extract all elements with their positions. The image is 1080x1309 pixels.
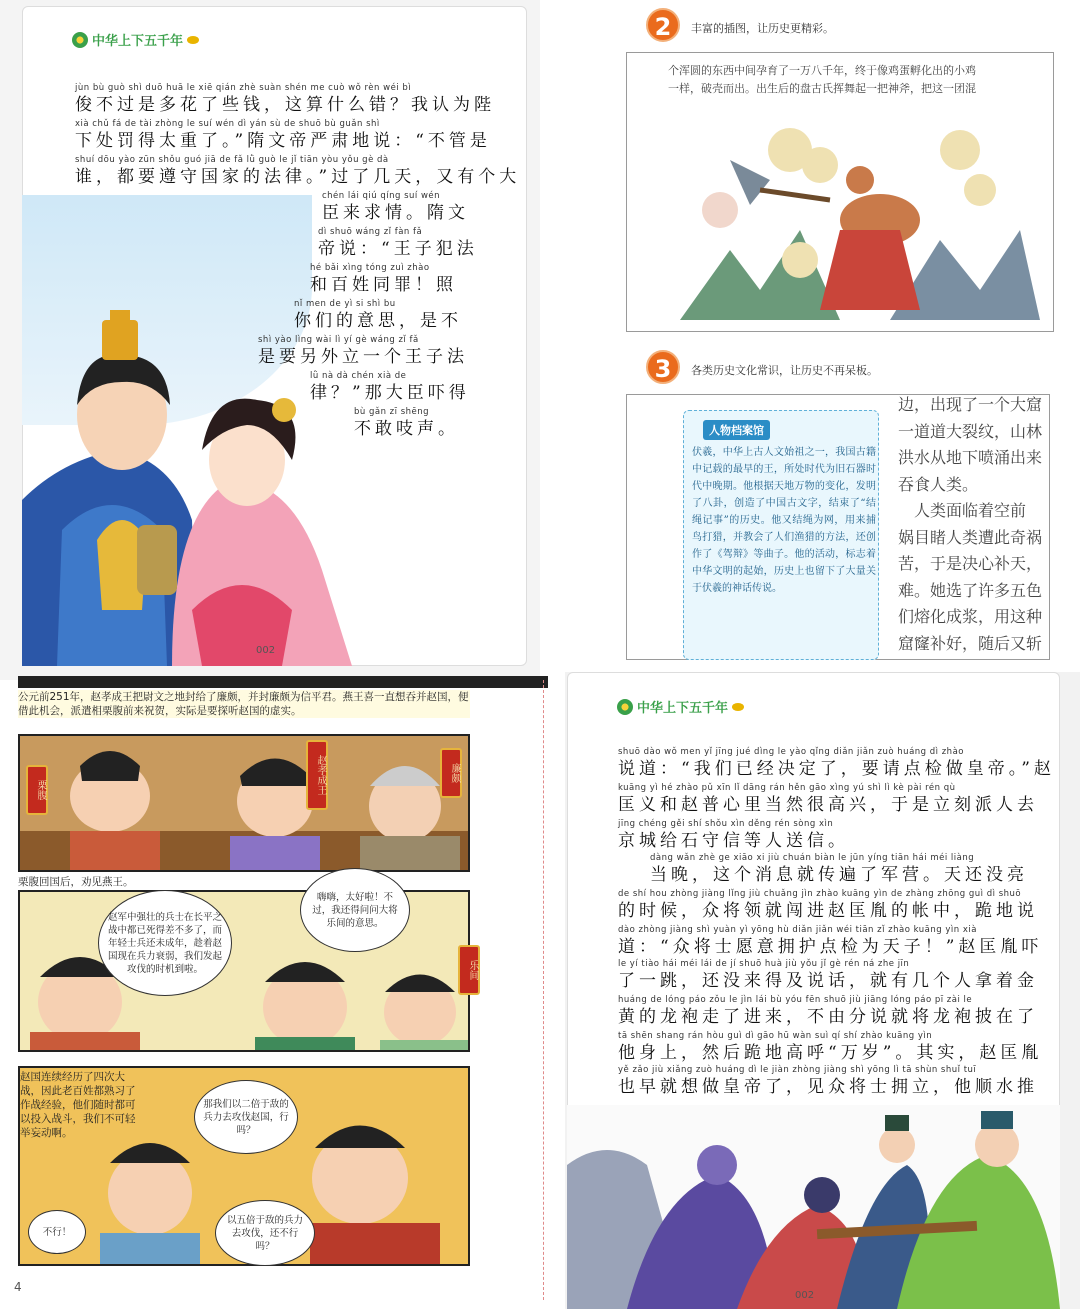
hanzi: 是要另外立一个王子法	[258, 347, 468, 367]
flower-icon	[72, 32, 88, 48]
hanzi: 的时候，众将领就闯进赵匡胤的帐中，跪地说	[618, 901, 1038, 921]
pinyin: kuāng yì hé zhào pǔ xīn lǐ dāng rán hěn gāo xìng yú shì lì kè pài rén qù	[618, 783, 956, 793]
text-line	[618, 994, 1038, 1028]
generals-kneeling-illustration	[567, 1105, 1060, 1309]
text-line	[322, 190, 469, 224]
pangu-illustration	[640, 110, 1040, 330]
text-line	[75, 154, 520, 188]
comic-page-number: 4	[14, 1280, 22, 1294]
text-line	[618, 924, 1042, 958]
side-text-line: 洪水从地下喷涌出来	[898, 448, 1043, 467]
text-line	[354, 406, 459, 440]
pinyin: shuō dào wǒ men yǐ jīng jué dìng le yào qǐng diǎn jiǎn zuò huáng dì zhào	[618, 747, 964, 757]
hanzi: 俊不过是多花了些钱，这算什么错？我认为陛	[75, 95, 495, 115]
pinyin: shuí dōu yào zūn shǒu guó jiā de fǎ lǜ guò le jǐ tiān yòu yǒu gè dà	[75, 155, 389, 165]
page-top-left	[0, 0, 540, 680]
hanzi: 和百姓同罪！照	[310, 275, 457, 295]
text-line	[618, 818, 849, 852]
text-line	[618, 958, 1038, 992]
speech-bubble-3: 那我们以二倍于敌的兵力去攻伐赵国，行吗？	[194, 1080, 298, 1154]
text-line	[618, 1030, 1042, 1064]
side-text-line: 吞食人类。	[898, 474, 979, 494]
text-line	[618, 888, 1038, 922]
pinyin: bù gǎn zī shēng	[354, 407, 430, 417]
side-text-line: 窟窿补好，随后又斩	[898, 633, 1043, 653]
feature-caption-2: 丰富的插图，让历史更精彩。	[691, 22, 834, 35]
hanzi: 道：“众将士愿意拥护点检为天子！”赵匡胤吓	[618, 937, 1043, 957]
hanzi: 你们的意思，是不	[294, 311, 462, 331]
series-logo-text: 中华上下五千年	[92, 34, 184, 49]
bee-icon	[187, 36, 199, 44]
hanzi: 匡义和赵普心里当然很高兴，于是立刻派人去	[618, 795, 1038, 815]
emperor-consort-illustration	[22, 310, 352, 666]
comic-top-strip	[18, 676, 548, 688]
illustration-text-line: 个浑圆的东西中间孕育了一万八千年，终于像鸡蛋孵化出的小鸡	[668, 64, 976, 77]
pinyin: le yí tiào hái méi lái de jí shuō huà jiù yǒu jǐ gè rén ná zhe jīn	[618, 959, 910, 969]
pinyin: hé bǎi xìng tóng zuì zhào	[310, 263, 430, 273]
step-badge-2: 2	[646, 8, 680, 42]
illustration-text	[668, 62, 976, 98]
text-line	[75, 82, 495, 116]
character-tag-yuejian: 乐间	[458, 945, 480, 995]
text-line	[618, 782, 1038, 816]
pinyin: tā shēn shang rán hòu guì dì gāo hū wàn suì qí shí zhào kuāng yìn	[618, 1031, 933, 1041]
hanzi: 也早就想做皇帝了，见众将士拥立，他顺水推	[618, 1077, 1038, 1097]
pinyin: jùn bù guò shì duō huā le xiē qián zhè suàn shén me cuò wǒ rèn wéi bì	[75, 83, 412, 93]
side-text-line: 一道道大裂纹，山林	[898, 421, 1043, 441]
text-line	[618, 746, 1055, 780]
pinyin: dào zhòng jiàng shì yuàn yì yōng hù diǎn jiǎn wéi tiān zǐ zhào kuāng yìn xià	[618, 925, 977, 935]
hanzi: 谁，都要遵守国家的法律。”过了几天，又有个大	[75, 167, 521, 187]
pinyin: de shí hou zhòng jiàng lǐng jiù chuǎng jìn zhào kuāng yìn de zhàng zhōng guì dì shuō	[618, 889, 1022, 899]
side-text	[898, 392, 1048, 657]
speech-bubble-1: 赵军中强壮的兵士在长平之战中都已死得差不多了，而年轻士兵还未成年，趁着赵国现在兵力衰弱，我们发起攻伐的时机到啦。	[98, 890, 232, 996]
series-logo	[72, 30, 199, 49]
character-tag-zhao: 赵孝成王	[306, 740, 328, 810]
comic-panel-1-art	[20, 736, 470, 872]
text-line	[75, 118, 491, 152]
comic-caption-1: 公元前251年，赵孝成王把尉文之地封给了廉颇，并封廉颇为信平君。燕王喜一直想吞并赵国，便借此机会，派遣相栗腹前来祝贺，实际是要探听赵国的虚实。	[18, 691, 469, 717]
text-line	[618, 1064, 1038, 1098]
archive-text: 伏羲，中华上古人文始祖之一，我国古籍中记载的最早的王，所处时代为旧石器时代中晚期。他根据天地万物的变化，发明了八卦，创造了中国古文字，结束了“结绳记事”的历史。他又结绳为网，用来捕鸟打猎，并教会了人们渔猎的方法，还创作了《驾辩》等曲子。他的活动，标志着中华文明的起始，历史上也留下了大量关于伏羲的神话传说。	[692, 447, 876, 594]
speech-bubble-5: 以五倍于敌的兵力去攻伐，还不行吗？	[215, 1200, 315, 1266]
side-text-line: 人类面临着空前	[898, 501, 1027, 520]
hanzi: 臣来求情。隋文	[322, 203, 469, 223]
pinyin: dì shuō wáng zǐ fàn fǎ	[318, 227, 423, 237]
hanzi: 帝说：“王子犯法	[318, 239, 478, 259]
side-text-line: 娲目睹人类遭此奇祸	[898, 527, 1043, 547]
feature-caption-3: 各类历史文化常识，让历史不再呆板。	[691, 364, 878, 377]
hanzi: 律？”那大臣吓得	[310, 383, 470, 403]
step-badge-3: 3	[646, 350, 680, 384]
bee-icon	[732, 703, 744, 711]
side-text-line: 边，出现了一个大窟	[898, 395, 1043, 414]
pinyin: yě zǎo jiù xiǎng zuò huáng dì le jiàn zhòng jiàng shì yōng lì tā shùn shuǐ tuī	[618, 1065, 977, 1075]
pinyin: jīng chéng gěi shí shǒu xìn děng rén sòng xìn	[618, 819, 834, 829]
hanzi: 不敢吱声。	[354, 419, 459, 439]
comic-panel-1	[18, 734, 470, 872]
side-text-line: 苦，于是决心补天，	[898, 554, 1043, 573]
hanzi: 黄的龙袍走了进来，不由分说就将龙袍披在了	[618, 1007, 1038, 1027]
archive-title: 人物档案馆	[703, 420, 770, 440]
pinyin: dàng wǎn zhè ge xiāo xi jiù chuán biàn le jūn yíng tiān hái méi liàng	[650, 853, 975, 863]
comic-caption-3: 赵国连续经历了四次大战，因此老百姓都熟习了作战经验，他们随时都可以投入战斗，我们不可轻举妄动啊。	[20, 1070, 142, 1140]
flower-icon	[617, 699, 633, 715]
character-tag-lianpo: 廉颇	[440, 748, 462, 798]
hanzi: 说道：“我们已经决定了，要请点检做皇帝。”赵	[618, 759, 1055, 779]
pinyin: nǐ men de yì si shì bu	[294, 299, 396, 309]
pinyin: chén lái qiú qíng suí wén	[322, 191, 441, 201]
pinyin: shì yào lìng wài lì yí gè wáng zǐ fǎ	[258, 335, 419, 345]
comic-caption-2: 栗腹回国后，劝见燕王。	[18, 875, 218, 889]
page-edge	[543, 680, 544, 1300]
series-logo	[617, 697, 744, 716]
illustration-text-line: 一样，破壳而出。出生后的盘古氏挥舞起一把神斧，把这一团混	[668, 82, 976, 95]
text-line	[650, 852, 1028, 886]
hanzi: 当晚，这个消息就传遍了军营。天还没亮	[650, 865, 1028, 885]
hanzi: 京城给石守信等人送信。	[618, 831, 849, 851]
hanzi: 了一跳，还没来得及说话，就有几个人拿着金	[618, 971, 1038, 991]
hanzi: 他身上，然后跪地高呼“万岁”。其实，赵匡胤	[618, 1043, 1043, 1063]
pinyin: lǜ nà dà chén xià de	[310, 371, 407, 381]
pinyin: huáng de lóng páo zǒu le jìn lái bù yóu fēn shuō jiù jiāng lóng páo pī zài le	[618, 995, 973, 1005]
character-tag-lisu: 栗腹	[26, 765, 48, 815]
side-text-line: 难。她选了许多五色	[898, 580, 1043, 600]
side-text-line: 们熔化成浆，用这种	[898, 607, 1043, 626]
page-number: 002	[256, 645, 276, 656]
pinyin: xià chǔ fá de tài zhòng le suí wén dì yán sù de shuō bù guǎn shì	[75, 119, 380, 129]
series-logo-text: 中华上下五千年	[637, 701, 729, 716]
text-line	[310, 262, 457, 296]
speech-bubble-4: 不行！	[28, 1210, 86, 1254]
text-line	[318, 226, 478, 260]
hanzi: 下处罚得太重了。”隋文帝严肃地说：“不管是	[75, 131, 491, 151]
speech-bubble-2: 嗨嗨，太好啦！不过，我还得问问大将乐间的意思。	[300, 868, 410, 952]
page-number: 002	[795, 1290, 815, 1301]
